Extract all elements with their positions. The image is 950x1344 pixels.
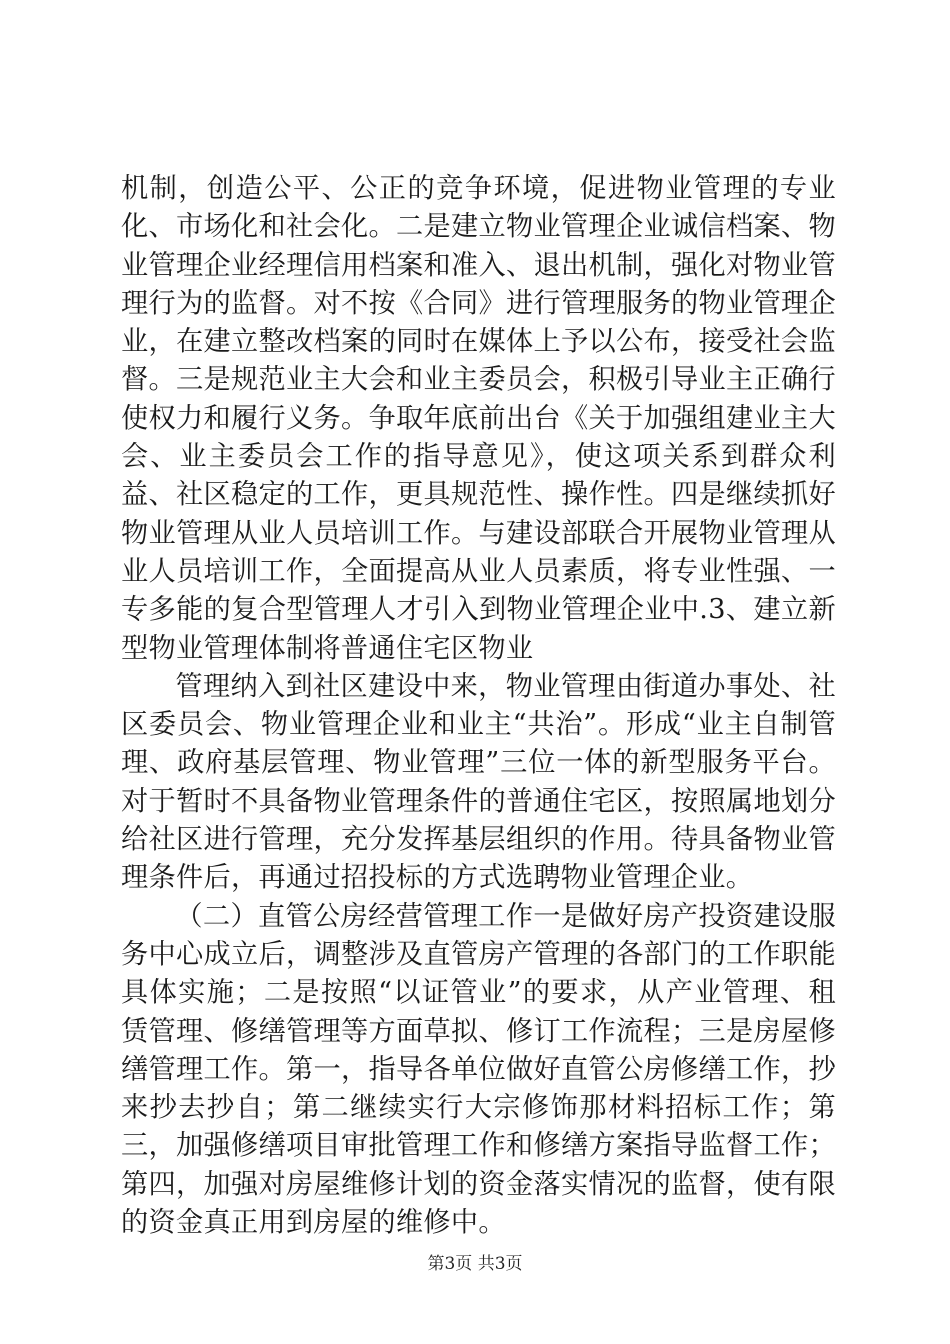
document-body	[121, 170, 836, 1242]
paragraph-2: 管理纳入到社区建设中来，物业管理由街道办事处、社区委员会、物业管理企业和业主“共治”。形成“业主自制管理、政府基层管理、物业管理”三位一体的新型服务平台。对于暂时不具备物业管理条件的普通住宅区，按照属地划分给社区进行管理，充分发挥基层组织的作用。待具备物业管理条件后，再通过招投标的方式选聘物业管理企业。	[121, 670, 836, 894]
paragraph-1: 机制，创造公平、公正的竞争环境，促进物业管理的专业化、市场化和社会化。二是建立物业管理企业诚信档案、物业管理企业经理信用档案和准入、退出机制，强化对物业管理行为的监督。对不按《合同》进行管理服务的物业管理企业，在建立整改档案的同时在媒体上予以公布，接受社会监督。三是规范业主大会和业主委员会，积极引导业主正确行使权力和履行义务。争取年底前出台《关于加强组建业主大会、业主委员会工作的指导意见》，使这项关系到群众利益、社区稳定的工作，更具规范性、操作性。四是继续抓好物业管理从业人员培训工作。与建设部联合开展物业管理从业人员培训工作，全面提高从业人员素质，将专业性强、一专多能的复合型管理人才引入到物业管理企业中.3、建立新型物业管理体制将普通住宅区物业	[121, 173, 836, 664]
paragraph-3: （二）直管公房经营管理工作一是做好房产投资建设服务中心成立后，调整涉及直管房产管理的各部门的工作职能具体实施；二是按照“以证管业”的要求，从产业管理、租赁管理、修缮管理等方面草拟、修订工作流程；三是房屋修缮管理工作。第一，指导各单位做好直管公房修缮工作，抄来抄去抄自；第二继续实行大宗修饰那材料招标工作；第三，加强修缮项目审批管理工作和修缮方案指导监督工作；第四，加强对房屋维修计划的资金落实情况的监督，使有限的资金真正用到房屋的维修中。	[121, 900, 836, 1239]
page-footer: 第3页 共3页	[427, 1254, 523, 1274]
